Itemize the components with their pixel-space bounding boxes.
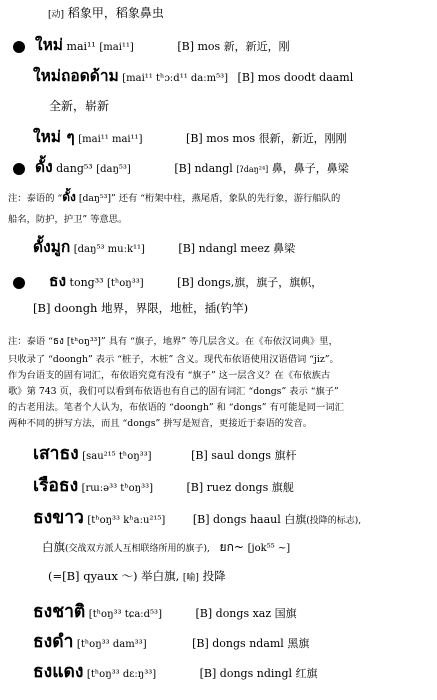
gloss: 全新，崭新 <box>49 99 110 113</box>
note-text: 只收录了 “doongh” 表示 “桩子，木桩” 含义。现代布依语使用汉语借词 “jiz”。 <box>8 354 339 365</box>
note-line <box>8 416 312 431</box>
gloss: 稻象甲，稻象鼻虫 <box>67 6 164 20</box>
thai-word: ดั้งมูก <box>33 238 71 256</box>
bullet-icon <box>13 41 25 53</box>
romanization: mai¹¹ <box>66 40 96 53</box>
bouyei-form: [B] ndangl meez <box>178 242 270 255</box>
bouyei-form: [B] mos doodt daaml <box>237 71 354 84</box>
bouyei-form: [B] ruez dongs <box>186 481 269 494</box>
note-line <box>8 190 340 206</box>
note-line <box>8 400 344 415</box>
bouyei-form: (=[B] qyaux ～) <box>48 569 138 583</box>
note-text: 注：泰语 “ <box>8 336 53 347</box>
thai-word: ธงชาติ <box>33 602 86 622</box>
note-line <box>8 212 127 227</box>
gloss-note: (投降的标志), <box>306 516 362 526</box>
gloss: 国旗 <box>274 607 297 620</box>
bouyei-form: [B] dongs, <box>177 276 235 289</box>
entry-line <box>33 662 318 683</box>
bouyei-form: [B] saul dongs <box>191 449 271 462</box>
note-line <box>8 384 339 399</box>
pos-tag: [动] <box>48 10 65 20</box>
note-line <box>8 334 338 349</box>
gloss: 新，新近，刚 <box>223 40 290 53</box>
gloss: 鼻，鼻子，鼻梁 <box>271 162 349 175</box>
bullet-icon <box>13 163 25 175</box>
entry-line <box>48 570 226 584</box>
gloss: 黑旗 <box>287 637 310 650</box>
note-text: 注：泰语的 “ <box>8 193 63 204</box>
pos-tag: [喻] <box>182 573 199 583</box>
ipa: [tʰoŋ³³ dɛːŋ³³] <box>86 669 157 680</box>
bouyei-form: [B] mos <box>177 40 221 53</box>
romanization: dang⁵³ <box>56 162 93 175</box>
bouyei-form: [B] ndangl <box>174 162 233 175</box>
bullet-icon <box>13 277 25 289</box>
thai-word: ธงดำ <box>33 632 74 652</box>
thai-word: เสาธง <box>33 444 79 464</box>
entry-line <box>33 238 295 257</box>
thai-word: ใหม่ ๆ <box>33 128 75 146</box>
note-text: 作为台语支的固有词汇，布依语究竟有没有 “旗子” 这一层含义？在《布依族古 <box>8 370 331 381</box>
note-text: [tʰoŋ³³]” 具有 “旗子，地界” 等几层含义。在《布依汉词典》里， <box>63 336 338 347</box>
entry-line <box>33 602 297 623</box>
entry-line <box>42 540 290 555</box>
entry-line <box>33 632 309 653</box>
note-line <box>8 352 339 367</box>
entry-line <box>13 36 290 55</box>
bouyei-form: [B] mos mos <box>186 132 256 145</box>
thai-word: ดั้ง <box>62 190 76 204</box>
note-text: [daŋ⁵³]” 还有 “桁架中柱，燕尾盾，象队的先行象，游行船队的 <box>75 193 341 204</box>
thai-word: เรือธง <box>33 476 79 496</box>
gloss: 红旗 <box>295 667 318 680</box>
ipa: [rɯːə³³ tʰoŋ³³] <box>81 483 153 494</box>
thai-word: ธงแดง <box>33 662 84 682</box>
ipa: [tʰoŋ³³ tɕaːd⁵³] <box>88 609 162 620</box>
thai-word: ธงขาว <box>33 508 84 528</box>
thai-word: ใหม่ถอดด้าม <box>33 67 119 85</box>
gloss: 地界，界限，地桩，插(钓竿) <box>101 301 249 315</box>
ipa: [daŋ⁵³ muːk¹¹] <box>73 244 145 255</box>
note-line <box>8 368 330 383</box>
entry-line <box>33 444 297 465</box>
gloss: 白旗 <box>284 513 307 526</box>
entry-line <box>33 67 353 86</box>
note-text: 两种不同的拼写方法，而且 “dongs” 拼写是短音，更接近于泰语的发音。 <box>8 418 312 429</box>
ipa: [mai¹¹ mai¹¹] <box>78 134 143 145</box>
gloss: 旗舰 <box>271 481 294 494</box>
romanization: tong³³ <box>69 276 104 289</box>
thai-word: ธง <box>49 272 67 290</box>
gloss: 旗，旗子，旗帜， <box>234 276 323 289</box>
gloss: 举白旗, <box>141 569 180 583</box>
gloss: 投降 <box>202 569 226 583</box>
entry-line <box>13 158 349 177</box>
gloss: 白旗 <box>42 540 65 554</box>
bouyei-form: [B] dongs xaz <box>195 607 272 620</box>
bouyei-form: [B] dongs ndaml <box>192 637 284 650</box>
gloss: 鼻梁 <box>273 242 296 255</box>
ipa: [ʔdaŋ²⁴] <box>236 165 269 174</box>
gloss-note: (交战双方派人互相联络所用的旗子), <box>65 544 210 554</box>
thai-word: ธง <box>52 336 64 347</box>
gloss: 很新，新近，刚刚 <box>258 132 347 145</box>
ipa: [mai¹¹ tʰɔːd¹¹ daːm⁵³] <box>122 73 229 84</box>
entry-line <box>48 6 164 21</box>
entry-line <box>33 128 347 147</box>
thai-word: ใหม่ <box>35 36 64 54</box>
thai-word: ยก~ <box>219 540 244 554</box>
ipa: [tʰoŋ³³ dam³³] <box>76 639 147 650</box>
ipa: [mai¹¹] <box>99 42 134 53</box>
ipa: [tʰoŋ³³ kʰaːu²¹⁵] <box>87 515 166 526</box>
entry-line <box>33 302 248 316</box>
gloss: 旗杆 <box>274 449 297 462</box>
note-text: 船名，防护，护卫” 等意思。 <box>8 214 128 225</box>
entry-line <box>13 272 322 291</box>
thai-word: ดั้ง <box>35 158 53 176</box>
ipa: [daŋ⁵³] <box>96 164 131 175</box>
ipa: [tʰoŋ³³] <box>107 278 144 289</box>
bouyei-form: [B] dongs haaul <box>192 513 281 526</box>
entry-line <box>49 99 109 113</box>
ipa: [jok⁵⁵ ~] <box>247 543 291 554</box>
entry-line <box>33 508 361 529</box>
bouyei-form: [B] dongs ndingl <box>199 667 293 680</box>
note-text: 歌》第 743 页，我们可以看到布依语也有自己的固有词汇 “dongs” 表示 “旗子” <box>8 386 339 397</box>
note-text: 的古老用法。笔者个人认为，布依语的 “doongh” 和 “dongs” 有可能是同一词汇 <box>8 402 344 413</box>
bouyei-form: [B] doongh <box>33 301 98 315</box>
entry-line <box>33 476 294 497</box>
ipa: [sau²¹⁵ tʰoŋ³³] <box>82 451 152 462</box>
